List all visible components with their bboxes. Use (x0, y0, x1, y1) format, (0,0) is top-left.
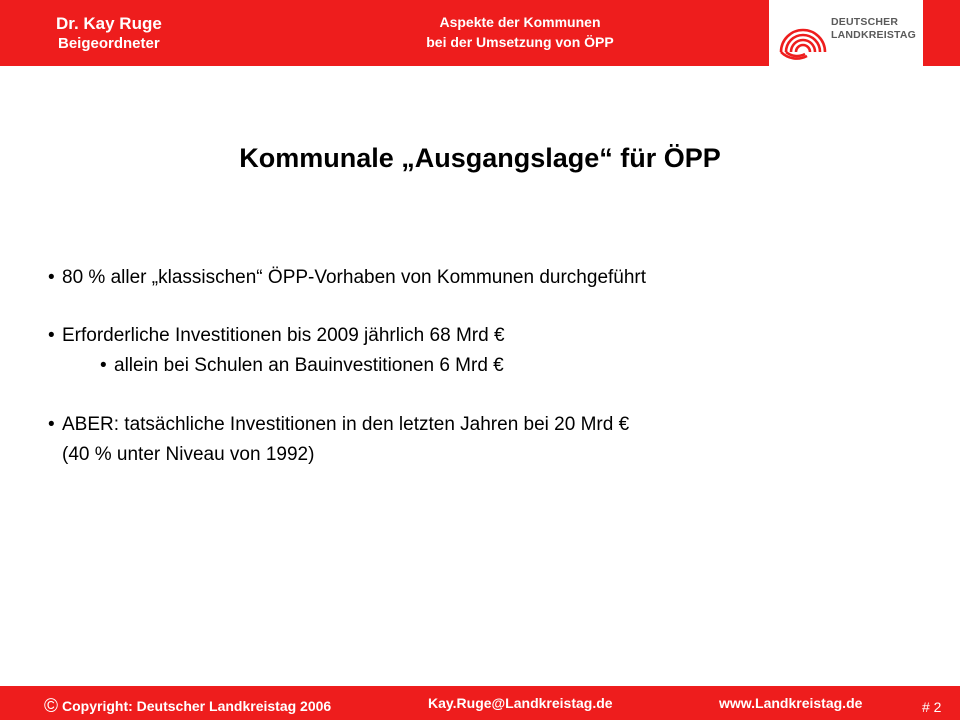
landkreistag-logo (769, 0, 923, 66)
bullet-text: ABER: tatsächliche Investitionen in den letzten Jahren bei 20 Mrd € (62, 414, 630, 435)
bullet-text: allein bei Schulen an Bauinvestitionen 6 Mrd € (114, 355, 504, 376)
topic-line-2: bei der Umsetzung von ÖPP (426, 34, 614, 50)
arc-rainbow-icon (777, 8, 829, 60)
bullet-item (48, 324, 505, 348)
bullet-text: Erforderliche Investitionen bis 2009 jährlich 68 Mrd € (62, 325, 505, 346)
author-role: Beigeordneter (58, 35, 160, 52)
bullet-item (48, 266, 646, 290)
email-link[interactable]: Kay.Ruge@Landkreistag.de (428, 695, 613, 711)
footer-bar (0, 686, 960, 720)
bullet-dot-icon: • (48, 414, 55, 435)
copyright-notice (44, 695, 331, 717)
author-name: Dr. Kay Ruge (56, 14, 162, 33)
logo-wordmark (831, 16, 916, 42)
bullet-text: 80 % aller „klassischen“ ÖPP-Vorhaben von Kommunen durchgeführt (62, 267, 647, 288)
sub-bullet-item (100, 354, 504, 378)
bullet-dot-icon: • (48, 325, 55, 346)
bullet-dot-icon: • (100, 355, 107, 376)
author-block (56, 14, 162, 54)
website-link[interactable]: www.Landkreistag.de (719, 695, 863, 711)
bullet-continuation: (40 % unter Niveau von 1992) (62, 444, 315, 465)
logo-line-1: DEUTSCHER (831, 16, 899, 28)
copyright-text: Copyright: Deutscher Landkreistag 2006 (62, 698, 332, 714)
slide-title: Kommunale „Ausgangslage“ für ÖPP (239, 143, 721, 173)
page-number: # 2 (922, 699, 942, 715)
copyright-icon: © (44, 696, 58, 717)
bullet-dot-icon: • (48, 267, 55, 288)
topic-line-1: Aspekte der Kommunen (439, 14, 601, 30)
bullet-item (48, 413, 629, 437)
logo-line-2: LANDKREISTAG (831, 29, 917, 41)
header-bar (0, 0, 960, 66)
presentation-topic (330, 12, 710, 52)
